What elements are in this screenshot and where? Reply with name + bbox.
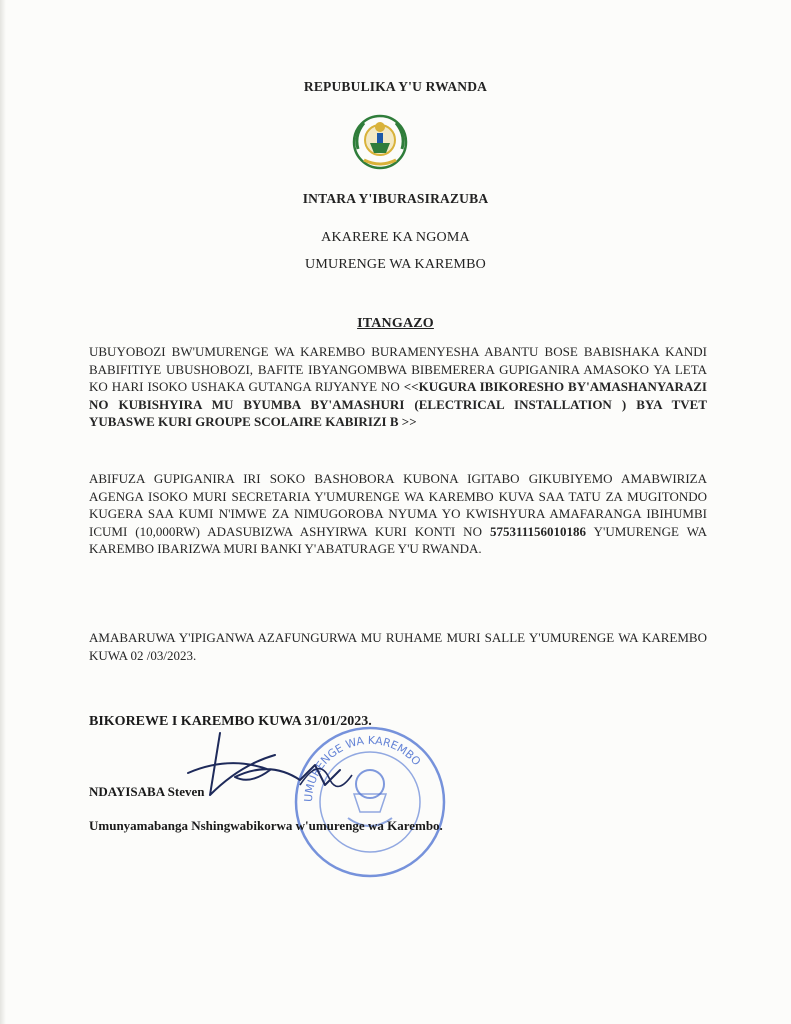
scan-edge [0,0,6,1024]
tender-intro-text: UBUYOBOZI BW'UMURENGE WA KAREMBO BURAMENYESHA ABANTU BOSE BABISHAKA KANDI BABIFITIYE UBUSHOBOZI, BAFITE IBYANGOMBWA BIBEMERERA GUPIGANIRA AMASOKO YA LETA KO HARI ISOKO USHAKA GUTANGA RIJYANYE NO [89,344,707,394]
paragraph-bid-documents [89,470,707,558]
stamp-text: UMURENGE WA KAREMBO [301,733,424,803]
republic-heading: REPUBULIKA Y'U RWANDA [303,79,488,94]
sector-heading: UMURENGE WA KAREMBO [305,257,486,272]
tender-subject-text: <<KUGURA IBIKORESHO BY'AMASHANYARAZI NO KUBISHYIRA MU BYUMBA BY'AMASHURI (ELECTRICAL INSTALLATION ) BYA TVET YUBASWE KURI GROUPE SCOLAIRE KABIRIZI B >> [89,379,707,429]
paragraph-bid-opening: AMABARUWA Y'IPIGANWA AZAFUNGURWA MU RUHAME MURI SALLE Y'UMURENGE WA KAREMBO KUWA 02 /03/2023. [89,630,707,663]
place-date: BIKOREWE I KAREMBO KUWA 31/01/2023. [89,714,372,729]
province-heading: INTARA Y'IBURASIRAZUBA [302,191,489,206]
district-heading: AKARERE KA NGOMA [321,230,470,245]
account-number: 575311156010186 [489,523,587,539]
rwanda-emblem-icon [350,113,410,171]
paragraph-tender-notice [89,343,707,431]
bank-text: Y'UMURENGE WA KAREMBO IBARIZWA MURI BANKI Y'ABATURAGE Y'U RWANDA. [89,523,707,556]
announcement-title: ITANGAZO [357,316,434,331]
signer-role: Umunyamabanga Nshingwabikorwa w'umurenge wa Karembo. [89,818,443,833]
bid-documents-text: ABIFUZA GUPIGANIRA IRI SOKO BASHOBORA KUBONA IGITABO GIKUBIYEMO AMABWIRIZA AGENGA ISOKO MURI SECRETARIA Y'UMURENGE WA KAREMBO KUVA SAA TATU ZA MUGITONDO KUGERA SAA KUMI N'IMWE ZA NIMUGOROBA NYUMA YO KWISHYURA AMAFARANGA IBIHUMBI ICUMI (10,000RW) ADASUBIZWA ASHYIRWA KURI KONTI NO [89,471,707,539]
signer-name: NDAYISABA Steven [89,784,205,799]
handwritten-signature [180,725,380,815]
